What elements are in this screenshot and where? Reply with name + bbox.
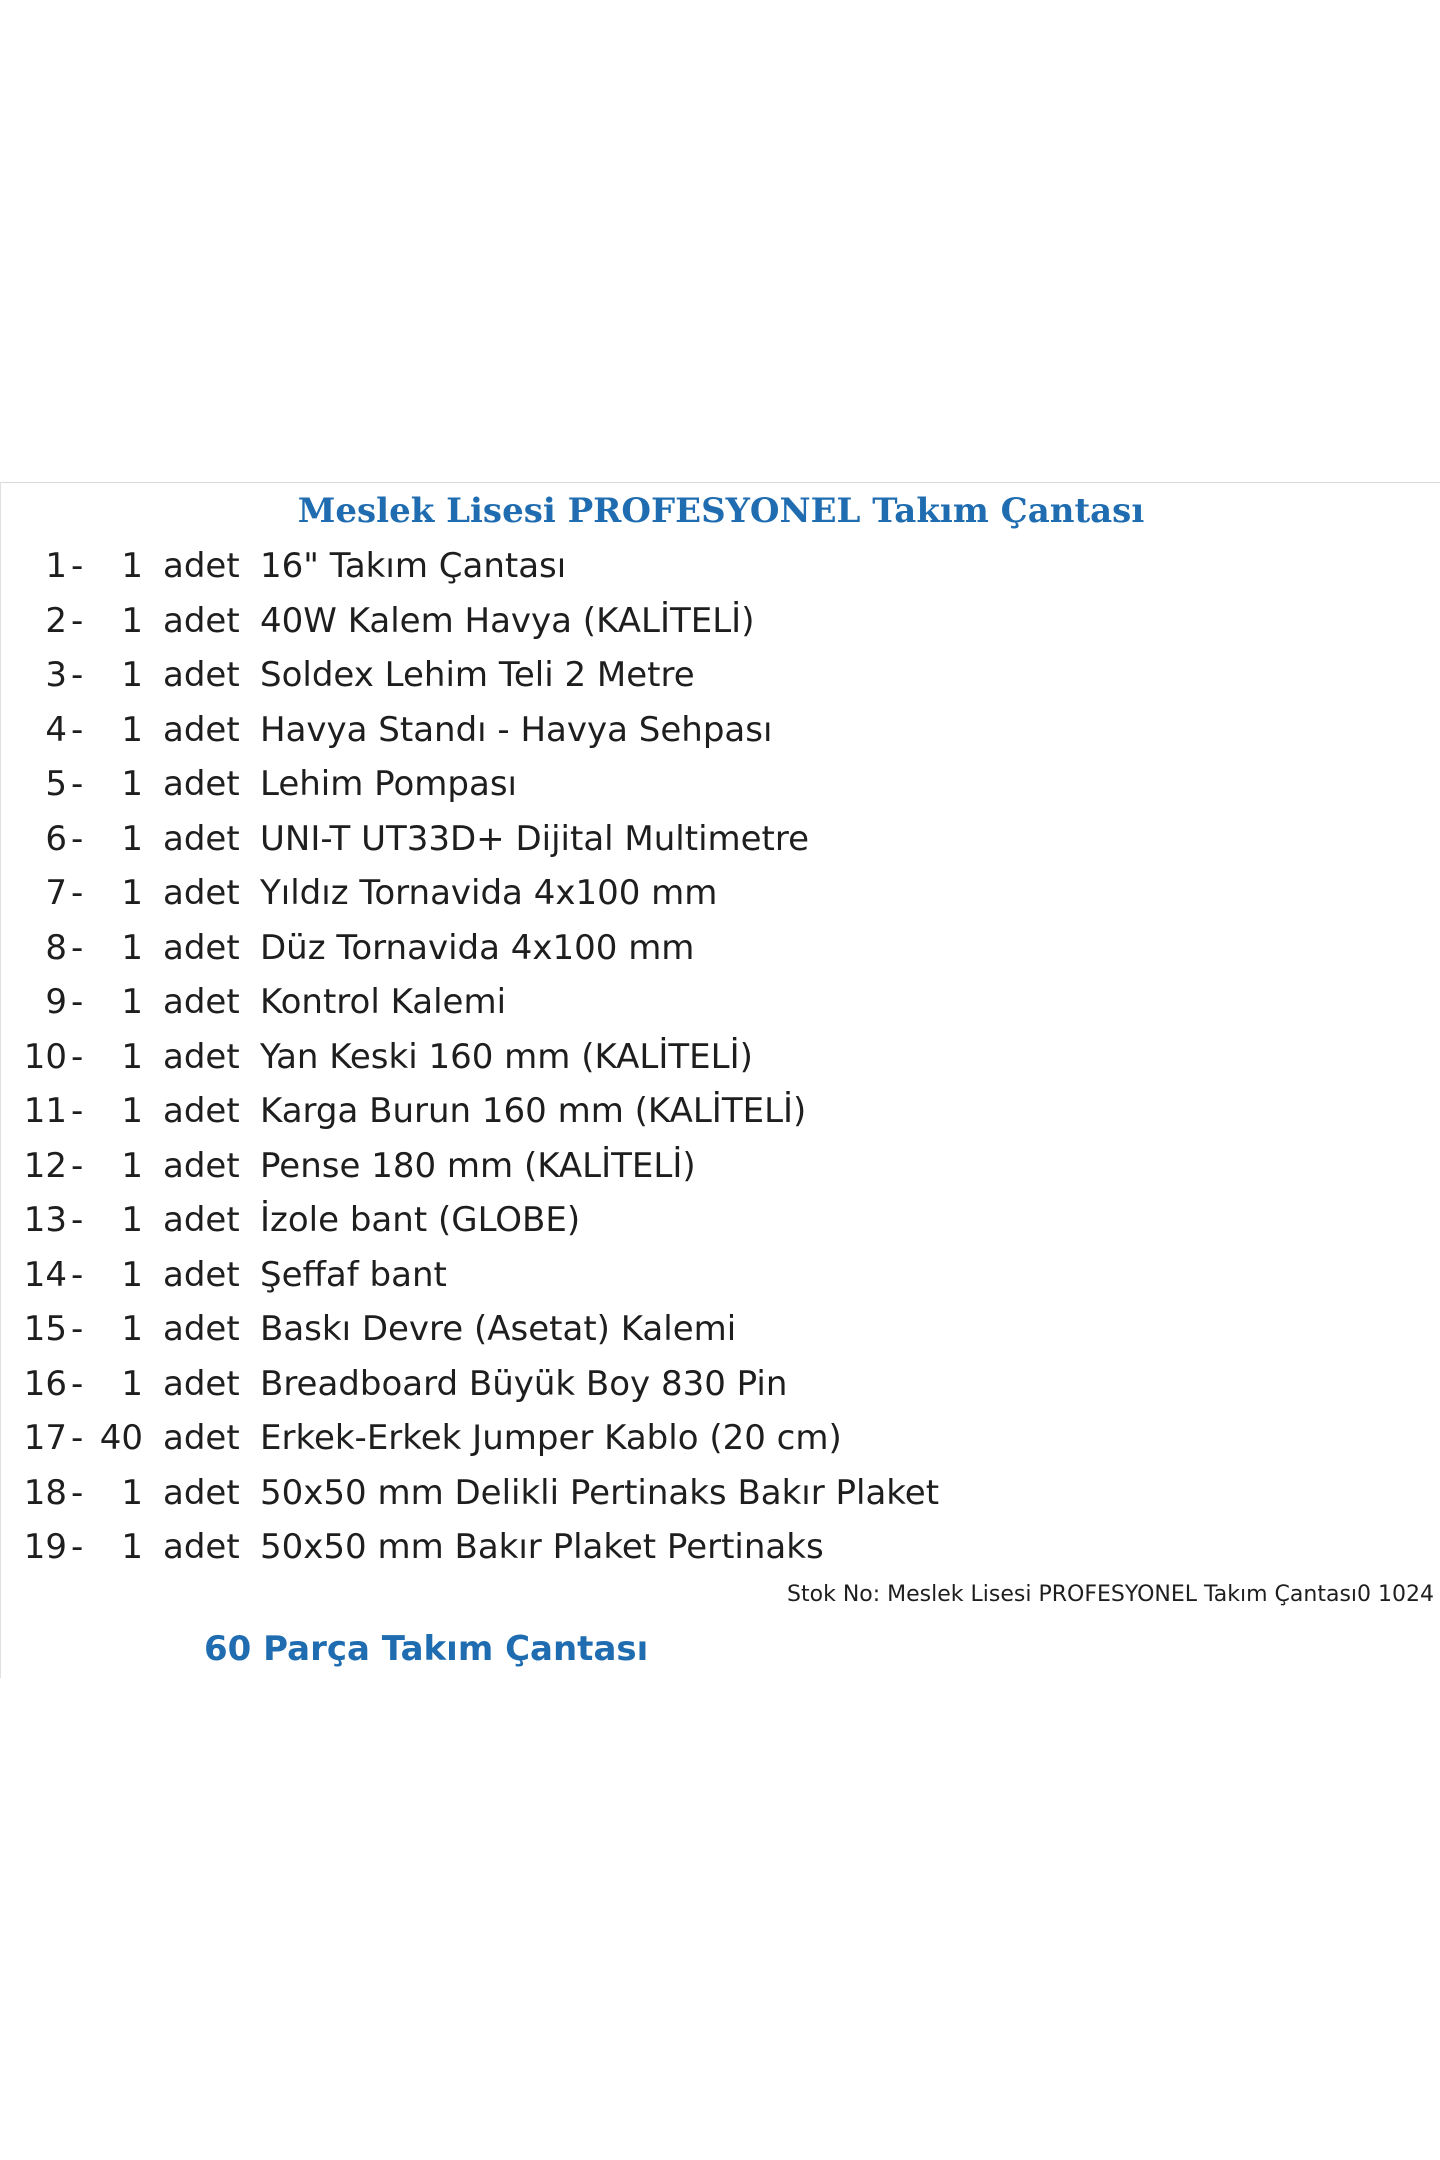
item-unit: adet	[163, 655, 240, 695]
item-number: 3	[45, 655, 67, 695]
item-quantity: 1	[121, 655, 143, 695]
item-separator: -	[71, 600, 84, 641]
item-separator: -	[71, 1418, 84, 1458]
item-number: 14	[23, 1254, 67, 1295]
list-item	[1, 703, 1440, 758]
item-separator: -	[71, 764, 84, 804]
item-unit: adet	[163, 1091, 240, 1131]
list-item	[1, 1248, 1440, 1303]
list-item	[1, 594, 1440, 649]
item-unit: adet	[163, 1036, 240, 1077]
item-unit: adet	[163, 1527, 240, 1567]
item-unit: adet	[163, 1145, 240, 1186]
item-separator: -	[71, 873, 84, 913]
list-item	[1, 1084, 1440, 1139]
list-item	[1, 921, 1440, 976]
item-unit: adet	[163, 600, 240, 641]
item-quantity: 1	[121, 927, 143, 968]
item-number: 17	[23, 1418, 67, 1458]
item-unit: adet	[163, 873, 240, 913]
list-item	[1, 648, 1440, 703]
item-unit: adet	[163, 982, 240, 1022]
list-item	[1, 1139, 1440, 1194]
item-separator: -	[71, 1145, 84, 1186]
item-separator: -	[71, 982, 84, 1022]
item-quantity: 1	[121, 818, 143, 859]
item-number: 1	[45, 546, 67, 586]
subtitle: 60 Parça Takım Çantası	[204, 1629, 649, 1669]
item-description: Pense 180 mm (KALİTELİ)	[260, 1145, 696, 1186]
item-description: Şeffaf bant	[260, 1254, 447, 1295]
item-description: 50x50 mm Delikli Pertinaks Bakır Plaket	[260, 1472, 940, 1513]
item-description: Karga Burun 160 mm (KALİTELİ)	[260, 1091, 807, 1131]
stock-number: Stok No: Meslek Lisesi PROFESYONEL Takım Çantası0 1024	[787, 1582, 1434, 1607]
item-separator: -	[71, 546, 84, 586]
item-description: Erkek-Erkek Jumper Kablo (20 cm)	[260, 1418, 842, 1458]
item-list	[1, 539, 1440, 1575]
item-number: 4	[45, 709, 67, 750]
list-item	[1, 539, 1440, 594]
item-unit: adet	[163, 818, 240, 859]
list-item	[1, 1193, 1440, 1248]
item-quantity: 1	[121, 1472, 143, 1513]
item-separator: -	[71, 1200, 84, 1240]
list-item	[1, 1030, 1440, 1085]
item-separator: -	[71, 1472, 84, 1513]
item-number: 6	[45, 818, 67, 859]
item-quantity: 1	[121, 600, 143, 641]
item-number: 5	[45, 764, 67, 804]
item-separator: -	[71, 1091, 84, 1131]
item-number: 18	[23, 1472, 67, 1513]
list-item	[1, 866, 1440, 921]
item-description: 16" Takım Çantası	[260, 546, 567, 586]
item-quantity: 1	[121, 709, 143, 750]
page-title: Meslek Lisesi PROFESYONEL Takım Çantası	[297, 491, 1145, 531]
item-unit: adet	[163, 927, 240, 968]
item-separator: -	[71, 1363, 84, 1404]
item-description: İzole bant (GLOBE)	[260, 1200, 581, 1240]
item-separator: -	[71, 709, 84, 750]
item-separator: -	[71, 1254, 84, 1295]
item-quantity: 1	[121, 1254, 143, 1295]
item-unit: adet	[163, 1418, 240, 1458]
item-quantity: 1	[121, 1363, 143, 1404]
item-unit: adet	[163, 1472, 240, 1513]
list-item	[1, 1520, 1440, 1575]
item-description: 40W Kalem Havya (KALİTELİ)	[260, 600, 755, 641]
list-item	[1, 1357, 1440, 1412]
item-description: Lehim Pompası	[260, 764, 517, 804]
item-description: Düz Tornavida 4x100 mm	[260, 927, 695, 968]
item-unit: adet	[163, 1363, 240, 1404]
list-item	[1, 1411, 1440, 1466]
list-item	[1, 757, 1440, 812]
item-quantity: 40	[99, 1418, 143, 1458]
list-item	[1, 1302, 1440, 1357]
item-quantity: 1	[121, 1200, 143, 1240]
item-unit: adet	[163, 709, 240, 750]
item-description: UNI-T UT33D+ Dijital Multimetre	[260, 818, 810, 859]
item-description: Baskı Devre (Asetat) Kalemi	[260, 1309, 737, 1349]
item-separator: -	[71, 1527, 84, 1567]
item-separator: -	[71, 1036, 84, 1077]
item-quantity: 1	[121, 1145, 143, 1186]
item-quantity: 1	[121, 764, 143, 804]
item-number: 15	[23, 1309, 67, 1349]
item-unit: adet	[163, 546, 240, 586]
item-quantity: 1	[121, 1091, 143, 1131]
item-quantity: 1	[121, 1527, 143, 1567]
item-number: 10	[23, 1036, 67, 1077]
item-quantity: 1	[121, 873, 143, 913]
item-number: 9	[45, 982, 67, 1022]
item-separator: -	[71, 927, 84, 968]
item-number: 7	[45, 873, 67, 913]
item-description: Breadboard Büyük Boy 830 Pin	[260, 1363, 788, 1404]
item-number: 16	[23, 1363, 67, 1404]
item-quantity: 1	[121, 1309, 143, 1349]
item-number: 19	[23, 1527, 67, 1567]
item-description: Soldex Lehim Teli 2 Metre	[260, 655, 695, 695]
item-unit: adet	[163, 1200, 240, 1240]
product-contents-sheet	[0, 482, 1440, 1678]
item-unit: adet	[163, 1254, 240, 1295]
item-unit: adet	[163, 764, 240, 804]
item-description: Kontrol Kalemi	[260, 982, 507, 1022]
item-number: 2	[45, 600, 67, 641]
item-number: 11	[23, 1091, 67, 1131]
item-unit: adet	[163, 1309, 240, 1349]
item-number: 12	[23, 1145, 67, 1186]
list-item	[1, 1466, 1440, 1521]
item-number: 13	[23, 1200, 67, 1240]
item-separator: -	[71, 655, 84, 695]
list-item	[1, 812, 1440, 867]
item-description: Yan Keski 160 mm (KALİTELİ)	[260, 1036, 753, 1077]
item-quantity: 1	[121, 982, 143, 1022]
list-item	[1, 975, 1440, 1030]
item-separator: -	[71, 818, 84, 859]
item-description: Yıldız Tornavida 4x100 mm	[260, 873, 718, 913]
item-quantity: 1	[121, 1036, 143, 1077]
item-description: Havya Standı - Havya Sehpası	[260, 709, 773, 750]
item-quantity: 1	[121, 546, 143, 586]
item-number: 8	[45, 927, 67, 968]
item-description: 50x50 mm Bakır Plaket Pertinaks	[260, 1527, 824, 1567]
item-separator: -	[71, 1309, 84, 1349]
